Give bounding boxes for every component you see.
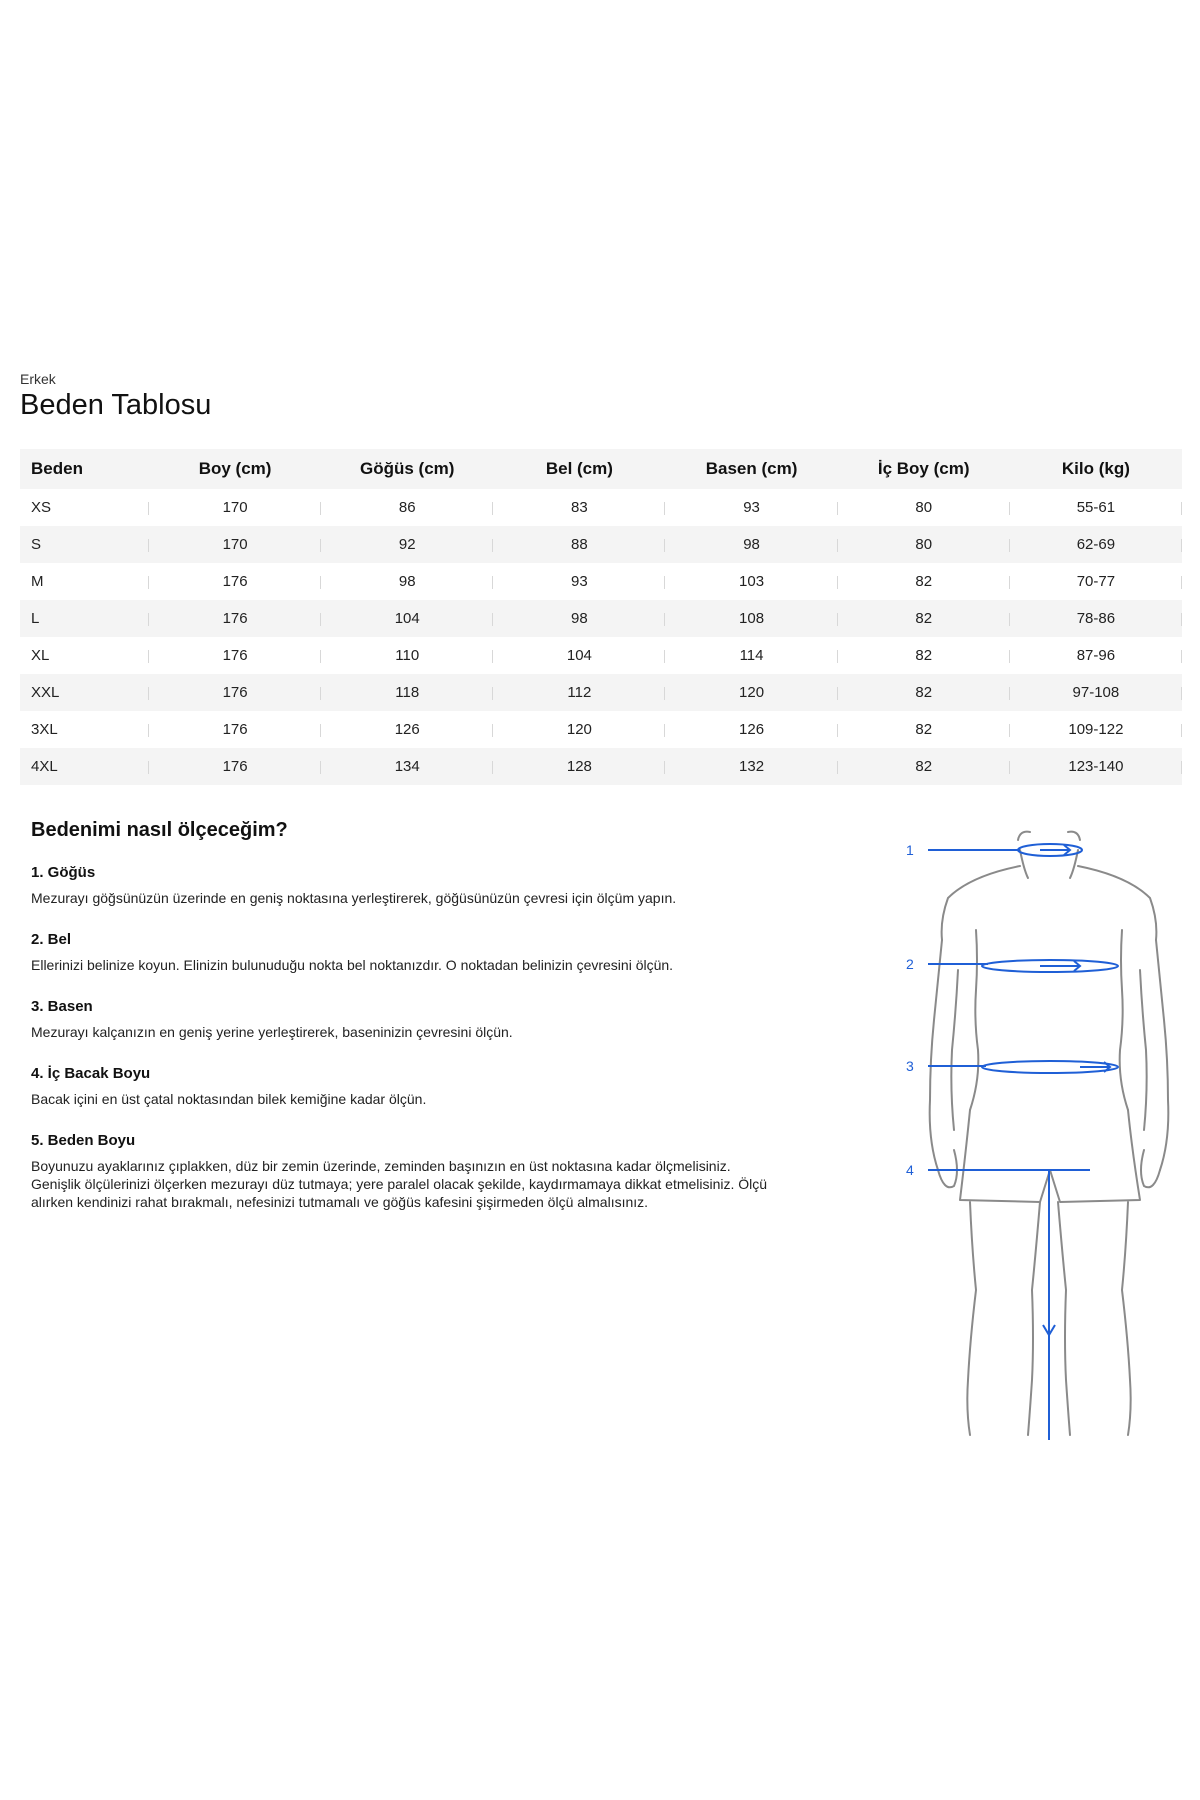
cell-divider — [1181, 650, 1182, 663]
cell-hip — [665, 563, 837, 600]
cell-text: 70-77 — [1076, 573, 1116, 590]
arrow-1 — [1040, 845, 1070, 855]
cell-text: 103 — [739, 573, 765, 590]
cell-chest — [321, 600, 493, 637]
measurement-labels — [906, 842, 914, 1178]
header — [20, 371, 211, 422]
col-header-size: Beden — [20, 449, 149, 489]
guide-text-height: Boyunuzu ayaklarınız çıplakken, düz bir zemin üzerinde, zeminden başınızın en üst noktasına kadar ölçmelisiniz. Genişlik ölçülerinizi ölçerken mezurayı düz tutmaya; yere paralel olacak şekilde, kaydırmamaya dikkat etmelisiniz. Ölçü alırken kendinizi rahat bırakmalı, nefesinizi tutmamalı ve göğüs kafesini şişirmeden ölçü almalısınız. — [31, 1158, 768, 1210]
guide-heading-inseam: 4. İç Bacak Boyu — [31, 1065, 151, 1082]
cell-text: 55-61 — [1076, 499, 1116, 516]
measurement-guide — [31, 819, 771, 1235]
cell-hip — [665, 748, 837, 785]
cell-hip — [665, 489, 837, 526]
cell-height — [149, 748, 321, 785]
cell-text: 98 — [743, 536, 760, 553]
guide-text-hip: Mezurayı kalçanızın en geniş yerine yerleştirerek, baseninizin çevresini ölçün. — [31, 1024, 513, 1040]
cell-chest — [321, 637, 493, 674]
cell-text: L — [31, 610, 40, 627]
cell-hip — [665, 711, 837, 748]
cell-text: 126 — [394, 721, 420, 738]
cell-weight — [1010, 526, 1182, 563]
cell-inseam — [838, 674, 1010, 711]
cell-weight — [1010, 637, 1182, 674]
cell-text: 82 — [915, 758, 933, 775]
cell-size — [20, 526, 149, 563]
cell-hip — [665, 637, 837, 674]
cell-text: 109-122 — [1068, 721, 1124, 738]
cell-hip — [665, 674, 837, 711]
table-row — [20, 748, 1182, 785]
cell-divider — [1181, 724, 1182, 737]
table-row — [20, 563, 1182, 600]
cell-height — [149, 674, 321, 711]
cell-height — [149, 637, 321, 674]
measurement-lines — [928, 844, 1118, 1440]
cell-divider — [1181, 502, 1182, 515]
guide-text-inseam: Bacak içini en üst çatal noktasından bilek kemiğine kadar ölçün. — [31, 1091, 427, 1107]
cell-text: 98 — [571, 610, 588, 627]
cell-inseam — [838, 600, 1010, 637]
cell-divider — [1181, 613, 1182, 626]
cell-waist — [493, 674, 665, 711]
cell-waist — [493, 748, 665, 785]
cell-divider — [1181, 761, 1182, 774]
cell-text: 82 — [915, 573, 933, 590]
cell-text: 86 — [398, 499, 416, 516]
col-header-waist: Bel (cm) — [493, 449, 665, 489]
cell-text: 170 — [222, 499, 248, 516]
label-3: 3 — [906, 1058, 914, 1074]
cell-text: XXL — [31, 684, 60, 701]
cell-text: 82 — [915, 647, 933, 664]
table-header-row — [20, 449, 1182, 489]
body-figure-illustration — [900, 820, 1180, 1440]
cell-text: 82 — [915, 684, 933, 701]
guide-heading-height: 5. Beden Boyu — [31, 1132, 136, 1149]
cell-size — [20, 489, 149, 526]
table-row — [20, 674, 1182, 711]
table-row — [20, 526, 1182, 563]
cell-hip — [665, 600, 837, 637]
cell-divider — [1181, 687, 1182, 700]
cell-text: S — [31, 536, 42, 553]
cell-hip — [665, 526, 837, 563]
cell-height — [149, 526, 321, 563]
cell-weight — [1010, 674, 1182, 711]
cell-text: 80 — [915, 499, 933, 516]
guide-title: Bedenimi nasıl ölçeceğim? — [31, 819, 288, 841]
cell-waist — [493, 600, 665, 637]
cell-waist — [493, 637, 665, 674]
guide-heading-chest: 1. Göğüs — [31, 864, 96, 881]
col-header-chest: Göğüs (cm) — [321, 449, 493, 489]
cell-text: XS — [31, 499, 52, 516]
cell-text: 80 — [915, 536, 933, 553]
guide-text-waist: Ellerinizi belinize koyun. Elinizin bulunuduğu nokta bel noktanızdır. O noktadan belinizin çevresini ölçün. — [31, 957, 674, 973]
cell-weight — [1010, 600, 1182, 637]
cell-text: 104 — [566, 647, 592, 664]
cell-text: 120 — [566, 721, 592, 738]
guide-heading-waist: 2. Bel — [31, 931, 72, 948]
cell-size — [20, 600, 149, 637]
col-header-height: Boy (cm) — [149, 449, 321, 489]
cell-text: 118 — [395, 684, 420, 701]
body-measurement-figure — [900, 820, 1180, 1440]
cell-divider — [1181, 539, 1182, 552]
cell-text: 123-140 — [1068, 758, 1124, 775]
cell-text: 176 — [222, 610, 248, 627]
cell-text: 176 — [222, 647, 248, 664]
size-table — [20, 449, 1182, 785]
cell-chest — [321, 563, 493, 600]
cell-text: 98 — [398, 573, 416, 590]
cell-chest — [321, 711, 493, 748]
cell-inseam — [838, 637, 1010, 674]
col-header-hip: Basen (cm) — [665, 449, 837, 489]
label-4: 4 — [906, 1162, 914, 1178]
cell-text: 176 — [222, 758, 248, 775]
table-row — [20, 637, 1182, 674]
cell-divider — [1181, 576, 1182, 589]
cell-text: 62-69 — [1076, 536, 1116, 553]
cell-weight — [1010, 748, 1182, 785]
cell-weight — [1010, 563, 1182, 600]
cell-text: 114 — [739, 647, 764, 664]
label-1: 1 — [906, 842, 914, 858]
col-header-weight: Kilo (kg) — [1010, 449, 1182, 489]
cell-text: 88 — [571, 536, 588, 553]
cell-chest — [321, 748, 493, 785]
cell-text: 120 — [739, 684, 765, 701]
cell-text: 3XL — [31, 721, 58, 738]
cell-height — [149, 711, 321, 748]
page-subtitle: Erkek — [20, 371, 56, 387]
cell-text: 126 — [739, 721, 765, 738]
cell-inseam — [838, 489, 1010, 526]
cell-text: 93 — [571, 573, 588, 590]
cell-text: 176 — [222, 684, 248, 701]
cell-text: 112 — [567, 684, 592, 701]
guide-text-chest: Mezurayı göğsünüzün üzerinde en geniş noktasına yerleştirerek, göğüsünüzün çevresi için ölçüm yapın. — [31, 890, 677, 906]
cell-waist — [493, 563, 665, 600]
cell-text: 128 — [566, 758, 592, 775]
cell-text: 104 — [394, 610, 420, 627]
cell-size — [20, 674, 149, 711]
cell-height — [149, 489, 321, 526]
cell-waist — [493, 489, 665, 526]
guide-heading-hip: 3. Basen — [31, 998, 93, 1015]
cell-inseam — [838, 711, 1010, 748]
table-row — [20, 711, 1182, 748]
cell-chest — [321, 489, 493, 526]
cell-inseam — [838, 526, 1010, 563]
col-header-inseam: İç Boy (cm) — [838, 449, 1010, 489]
cell-text: XL — [31, 647, 50, 664]
cell-size — [20, 563, 149, 600]
label-2: 2 — [906, 956, 914, 972]
cell-height — [149, 563, 321, 600]
table-row — [20, 489, 1182, 526]
cell-text: 92 — [398, 536, 416, 553]
cell-text: M — [31, 573, 44, 590]
cell-text: 132 — [739, 758, 765, 775]
cell-text: 82 — [915, 610, 933, 627]
cell-inseam — [838, 563, 1010, 600]
cell-weight — [1010, 489, 1182, 526]
arrow-2 — [1040, 961, 1080, 971]
cell-text: 83 — [571, 499, 588, 516]
cell-chest — [321, 526, 493, 563]
cell-waist — [493, 711, 665, 748]
cell-text: 134 — [394, 758, 420, 775]
cell-text: 176 — [222, 573, 248, 590]
cell-inseam — [838, 748, 1010, 785]
cell-text: 93 — [743, 499, 760, 516]
cell-text: 82 — [915, 721, 933, 738]
cell-text: 97-108 — [1072, 684, 1120, 701]
cell-text: 87-96 — [1076, 647, 1116, 664]
cell-chest — [321, 674, 493, 711]
cell-text: 78-86 — [1076, 610, 1116, 627]
cell-text: 110 — [395, 647, 420, 664]
cell-text: 170 — [222, 536, 248, 553]
cell-waist — [493, 526, 665, 563]
cell-height — [149, 600, 321, 637]
page-title: Beden Tablosu — [20, 389, 212, 421]
cell-size — [20, 748, 149, 785]
cell-text: 108 — [739, 610, 765, 627]
cell-size — [20, 637, 149, 674]
cell-weight — [1010, 711, 1182, 748]
cell-size — [20, 711, 149, 748]
table-row — [20, 600, 1182, 637]
cell-text: 4XL — [31, 758, 58, 775]
cell-text: 176 — [222, 721, 248, 738]
